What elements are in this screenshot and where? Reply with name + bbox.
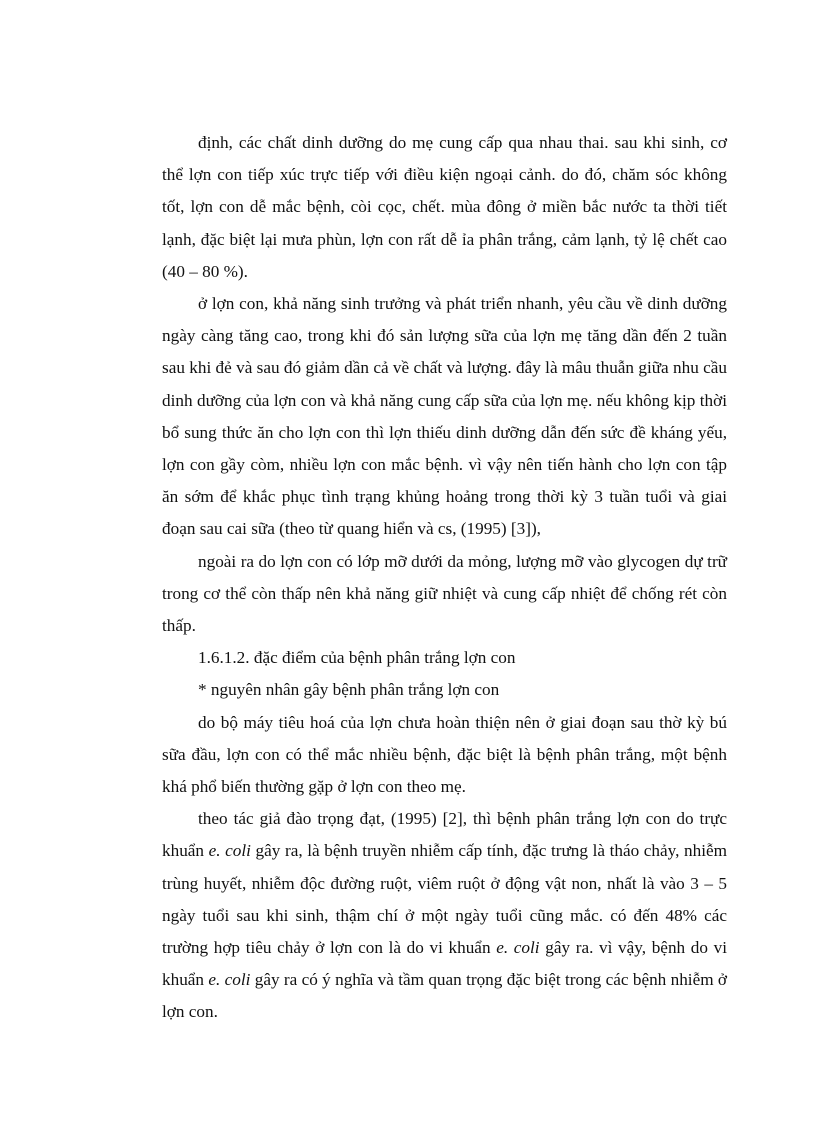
text-run: gây ra có ý nghĩa và tầm quan trọng đặc biệt trong các bệnh nhiễm ở lợn con. — [162, 970, 727, 1022]
text-run: gây ra, là bệnh truyền nhiễm cấp tính, đặc trưng là tháo chảy, nhiễm trùng huyết, nhiễm độc đường ruột, viêm ruột ở động vật non, nhất là vào 3 – 5 ngày tuổi sau khi sinh, thậm chí ở một ngày tuổi cũng mắc. có đến 48% các trường hợp tiêu chảy ở lợn con là do vi khuẩn — [162, 841, 727, 958]
text-run: theo tác giả đào trọng đạt, (1995) [2], thì bệnh phân trắng lợn con do trực khuẩn — [162, 809, 727, 861]
paragraph-ecoli — [162, 803, 727, 1028]
text-run: gây ra. vì vậy, bệnh do vi khuẩn — [162, 938, 728, 990]
sub-heading: * nguyên nhân gây bệnh phân trắng lợn con — [198, 680, 500, 700]
document-page — [162, 127, 727, 1029]
paragraph-fat-layer: ngoài ra do lợn con có lớp mỡ dưới da mỏng, lượng mỡ vào glycogen dự trữ trong cơ thể còn thấp nên khả năng giữ nhiệt và cung cấp nhiệt để chống rét còn thấp. — [162, 551, 727, 636]
section-heading: 1.6.1.2. đặc điểm của bệnh phân trắng lợn con — [198, 648, 516, 668]
italic-term-ecoli: e. coli — [496, 938, 540, 958]
paragraph-growth-nutrition: ở lợn con, khả năng sinh trưởng và phát triển nhanh, yêu cầu về dinh dưỡng ngày càng tăng cao, trong khi đó sản lượng sữa của lợn mẹ tăng dần đến 2 tuần sau khi đẻ và sau đó giảm dần cả về chất và lượng. đây là mâu thuẫn giữa nhu cầu dinh dưỡng của lợn con và khả năng cung cấp sữa của lợn mẹ. nếu không kịp thời bổ sung thức ăn cho lợn con thì lợn thiếu dinh dưỡng dẫn đến sức đề kháng yếu, lợn con gầy còm, nhiều lợn con mắc bệnh. vì vậy nên tiến hành cho lợn con tập ăn sớm để khắc phục tình trạng khủng hoảng trong thời kỳ 3 tuần tuổi và giai đoạn sau cai sữa (theo từ quang hiển và cs, (1995) [3]), — [162, 294, 727, 539]
italic-term-ecoli: e. coli — [208, 970, 251, 990]
italic-term-ecoli: e. coli — [208, 841, 251, 861]
paragraph-digestive-system: do bộ máy tiêu hoá của lợn chưa hoàn thiện nên ở giai đoạn sau thờ kỳ bú sữa đầu, lợn con có thể mắc nhiều bệnh, đặc biệt là bệnh phân trắng, một bệnh khá phổ biến thường gặp ở lợn con theo mẹ. — [162, 712, 727, 797]
paragraph-continuation: định, các chất dinh dưỡng do mẹ cung cấp qua nhau thai. sau khi sinh, cơ thể lợn con tiếp xúc trực tiếp với điều kiện ngoại cảnh. do đó, chăm sóc không tốt, lợn con dễ mắc bệnh, còi cọc, chết. mùa đông ở miền bắc nước ta thời tiết lạnh, đặc biệt lại mưa phùn, lợn con rất dễ ỉa phân trắng, cảm lạnh, tỷ lệ chết cao (40 – 80 %). — [162, 133, 727, 281]
